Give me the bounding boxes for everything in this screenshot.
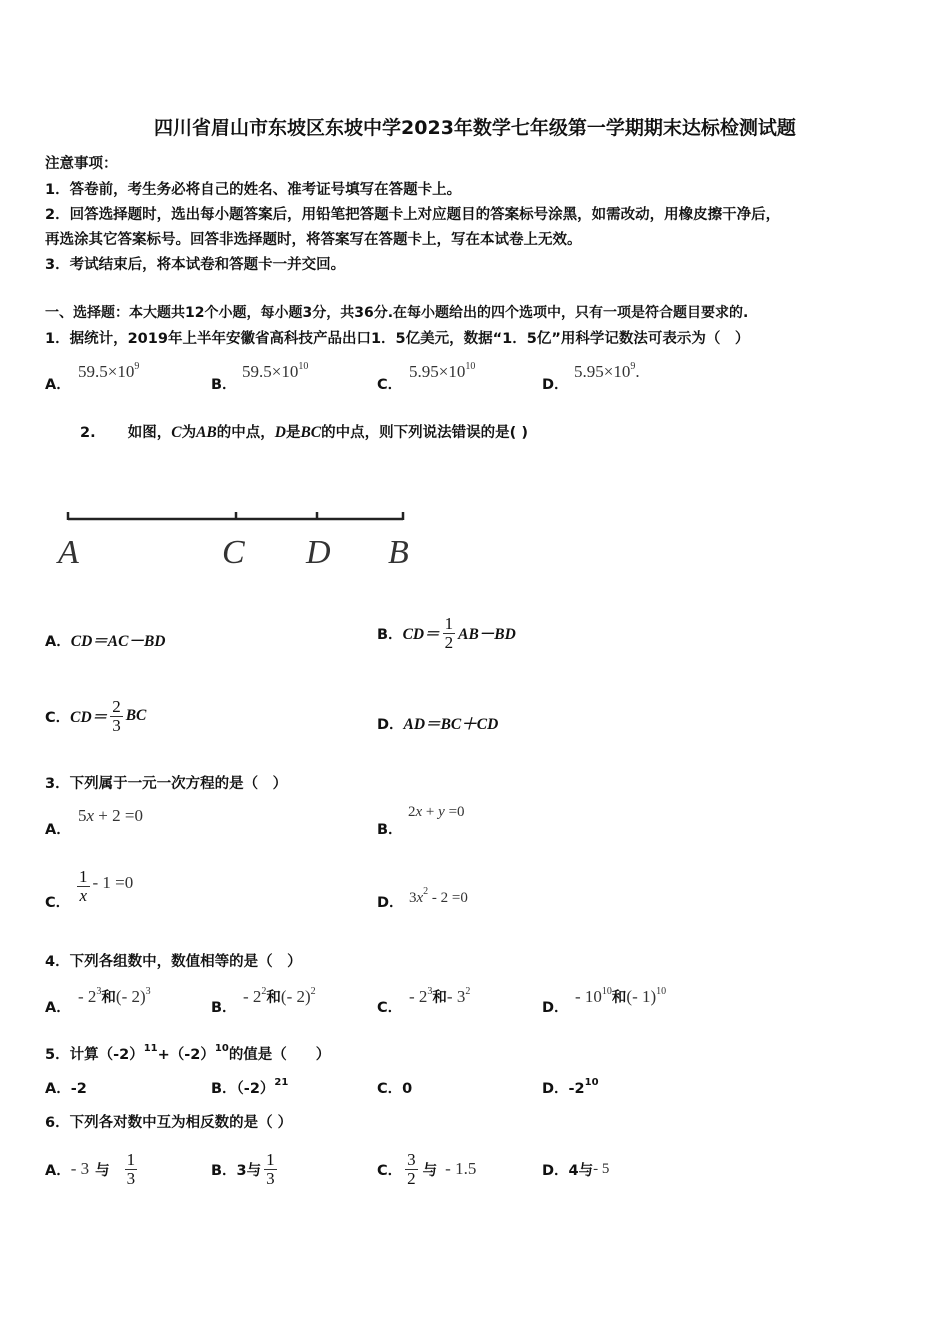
q4-b-expr <box>243 986 316 1007</box>
q5-option-c: C．0 <box>377 1081 413 1097</box>
q4-d-and: 和 <box>611 990 627 1006</box>
q3-d-rest: - 2 =0 <box>428 890 468 906</box>
q3-c-num: 1 <box>79 866 88 886</box>
q3-b-coef: 2 <box>408 804 416 820</box>
q1-c-exp: 10 <box>465 361 476 372</box>
q1-d-label: D． <box>542 377 569 393</box>
q2-option-d <box>377 712 498 734</box>
q2-text-5: 的中点，则下列说法错误的是( ) <box>321 425 528 441</box>
q6-option-d <box>542 1144 609 1194</box>
q5-stem-c: 的值是（ ） <box>228 1047 331 1063</box>
q6-option-b <box>211 1144 280 1194</box>
q2-c-num: 2 <box>112 696 121 716</box>
q3-b-label: B． <box>377 822 403 838</box>
q3-d-exp: 2 <box>423 886 429 897</box>
q4-d-expr <box>575 986 666 1007</box>
q4-d2-exp: 10 <box>656 986 667 997</box>
point-label-b: B <box>388 534 409 571</box>
page-title: 四川省眉山市东坡区东坡中学2023年数学七年级第一学期期末达标检测试题 <box>154 117 796 139</box>
q2-d-label: D． <box>377 717 404 733</box>
q4-d2-base: (- 1) <box>626 987 657 1006</box>
q6-c-val: - 1.5 <box>445 1159 477 1178</box>
q2-option-b <box>377 603 516 663</box>
q3-d-expr <box>409 886 468 907</box>
q1-c-base: 5.95×10 <box>409 362 466 381</box>
q1-a-base: 59.5×10 <box>78 362 135 381</box>
q3-c-rhs: - 1 =0 <box>92 873 134 892</box>
q1-b-expr <box>242 362 308 382</box>
q1-d-tail: . <box>635 362 640 381</box>
q2-segment-figure <box>50 505 430 580</box>
q3-b-var-y: y <box>438 804 445 820</box>
q4-b1-base: - 2 <box>243 987 262 1006</box>
q6-d-label: D．4与 <box>542 1162 594 1179</box>
q2-d-expr: AD＝BC＋CD <box>403 716 499 733</box>
q2-text-4: 是 <box>285 425 301 441</box>
q3-a-label: A． <box>45 822 71 838</box>
point-label-d: D <box>306 534 331 571</box>
q4-c1-base: - 2 <box>409 987 428 1006</box>
q3-c-fraction <box>77 868 90 905</box>
q4-d1-exp: 10 <box>601 986 612 997</box>
q6-b-den: 3 <box>266 1168 275 1188</box>
q4-d-label: D． <box>542 1000 569 1016</box>
q5-d-text: D．-2 <box>542 1081 585 1097</box>
q3-stem: 3．下列属于一元一次方程的是（ ） <box>45 776 288 792</box>
q2-b-num: 1 <box>444 613 454 633</box>
q2-c-lhs: CD＝ <box>70 709 108 726</box>
q2-b-fraction <box>443 615 456 652</box>
q2-num: 2. <box>80 425 96 441</box>
q2-text-3: 的中点， <box>216 425 275 441</box>
q5-exp-2: 10 <box>214 1043 229 1054</box>
q3-a-expr <box>78 806 143 826</box>
q2-b-den: 2 <box>444 632 454 652</box>
q2-stem <box>80 421 528 442</box>
q4-stem: 4．下列各组数中，数值相等的是（ ） <box>45 954 302 970</box>
q6-a-label: A． <box>45 1162 71 1179</box>
q4-c-expr <box>409 986 470 1007</box>
q3-a-rest: + 2 =0 <box>94 806 143 825</box>
q4-a1-base: - 2 <box>78 987 97 1006</box>
q3-c-den: x <box>79 885 88 905</box>
q5-d-exp: 10 <box>584 1077 599 1088</box>
note-item-1: 1．答卷前，考生务必将自己的姓名、准考证号填写在答题卡上。 <box>45 182 462 198</box>
q1-c-expr <box>409 362 475 382</box>
q3-b-plus: + <box>422 804 439 820</box>
q3-d-var: x <box>416 890 424 906</box>
q6-c-num: 3 <box>407 1149 416 1169</box>
q1-b-label: B． <box>211 377 237 393</box>
q4-a2-exp: 3 <box>145 986 151 997</box>
q4-b1-exp: 2 <box>261 986 267 997</box>
q3-a-var: x <box>86 806 95 825</box>
q3-d-coef: 3 <box>409 890 417 906</box>
q1-a-exp: 9 <box>134 361 140 372</box>
q1-option-d <box>542 373 569 394</box>
q2-var-c: C <box>171 424 182 441</box>
q4-d1-base: - 10 <box>575 987 602 1006</box>
q1-option-b <box>211 373 237 394</box>
q2-b-label: B． <box>377 626 403 643</box>
q1-b-base: 59.5×10 <box>242 362 299 381</box>
note-item-2a: 2．回答选择题时，选出每小题答案后，用铅笔把答题卡上对应题目的答案标号涂黑，如需改动，用橡皮擦干净后， <box>45 207 781 223</box>
q4-b2-base: (- 2) <box>280 987 311 1006</box>
q2-text-2: 为 <box>181 425 197 441</box>
q5-option-a: A．-2 <box>45 1081 87 1097</box>
q1-b-exp: 10 <box>298 361 309 372</box>
q5-stem <box>45 1043 330 1064</box>
note-item-2b: 再选涂其它答案标号。回答非选择题时，将答案写在答题卡上，写在本试卷上无效。 <box>45 232 582 248</box>
q3-c-label: C． <box>45 895 71 911</box>
q6-a-den: 3 <box>126 1168 136 1188</box>
q2-c-fraction <box>110 698 123 735</box>
q5-stem-a: 5．计算（-2） <box>45 1047 144 1063</box>
q6-a-fraction <box>125 1151 138 1188</box>
q2-option-c <box>45 686 146 746</box>
q2-b-lhs: CD＝ <box>402 626 440 643</box>
point-label-c: C <box>222 534 245 571</box>
notes-heading: 注意事项： <box>45 156 118 172</box>
q4-c1-exp: 3 <box>427 986 433 997</box>
q3-c-expr <box>74 864 133 908</box>
q3-b-rest: =0 <box>444 804 465 820</box>
q6-a-num: 1 <box>126 1149 136 1169</box>
q6-c-den: 2 <box>407 1168 416 1188</box>
q2-a-expr: CD＝AC－BD <box>70 633 166 650</box>
q4-a2-base: (- 2) <box>115 987 146 1006</box>
q6-d-val: - 5 <box>593 1160 610 1177</box>
q2-b-rhs: AB－BD <box>458 626 516 643</box>
q2-var-ab: AB <box>196 424 217 441</box>
q6-b-label: B．3与 <box>211 1162 262 1179</box>
q1-option-c <box>377 373 402 394</box>
point-label-a: A <box>58 534 79 571</box>
q3-b-var-x: x <box>415 804 423 820</box>
q3-b-expr <box>408 804 465 821</box>
q6-c-fraction <box>405 1151 418 1188</box>
q3-d-label: D． <box>377 895 404 911</box>
q4-a-and: 和 <box>101 990 116 1006</box>
q2-text-1: 如图， <box>127 425 172 441</box>
q1-c-label: C． <box>377 377 403 393</box>
q4-c-and: 和 <box>432 990 447 1006</box>
q5-option-b <box>211 1077 288 1098</box>
q6-a-and: 与 <box>95 1162 110 1179</box>
q5-b-text: B．（-2） <box>211 1081 275 1097</box>
q4-c2-base: - 3 <box>446 987 466 1006</box>
q6-b-num: 1 <box>266 1149 275 1169</box>
q1-d-expr <box>574 362 640 382</box>
section-heading: 一、选择题：本大题共12个小题，每小题3分，共36分.在每小题给出的四个选项中，只有一项是符合题目要求的. <box>45 305 749 321</box>
q2-c-rhs: BC <box>125 707 147 724</box>
q6-b-fraction <box>264 1151 277 1188</box>
q4-c-label: C． <box>377 1000 403 1016</box>
q5-b-exp: 21 <box>274 1077 289 1088</box>
q4-a-expr <box>78 986 151 1007</box>
q1-stem: 1．据统计，2019年上半年安徽省高科技产品出口1．5亿美元，数据“1．5亿”用科学记数法可表示为（ ） <box>45 331 750 347</box>
q2-var-bc: BC <box>300 424 322 441</box>
q2-var-d: D <box>274 424 286 441</box>
q4-c2-exp: 2 <box>465 986 471 997</box>
q1-a-expr <box>78 362 139 382</box>
q6-stem: 6．下列各对数中互为相反数的是（ ） <box>45 1115 293 1131</box>
q1-option-a <box>45 373 71 394</box>
q3-a-coef: 5 <box>78 806 87 825</box>
q6-option-a <box>45 1144 140 1194</box>
q4-b2-exp: 2 <box>310 986 316 997</box>
q6-c-and: 与 <box>422 1162 438 1179</box>
q4-a-label: A． <box>45 1000 71 1016</box>
q4-a1-exp: 3 <box>96 986 102 997</box>
q6-a-val: - 3 <box>70 1159 90 1178</box>
q5-option-d <box>542 1077 599 1098</box>
q4-b-label: B． <box>211 1000 237 1016</box>
q4-b-and: 和 <box>266 990 281 1006</box>
q1-d-base: 5.95×10 <box>574 362 631 381</box>
q6-option-c <box>377 1144 476 1194</box>
q2-a-label: A． <box>45 634 71 650</box>
q2-c-den: 3 <box>112 715 121 735</box>
q5-exp-1: 11 <box>143 1043 158 1054</box>
q1-d-exp: 9 <box>630 361 636 372</box>
q2-c-label: C． <box>45 709 71 726</box>
q1-a-label: A． <box>45 377 71 393</box>
q2-option-a <box>45 629 165 651</box>
q5-stem-b: +（-2） <box>157 1047 215 1063</box>
q6-c-label: C． <box>377 1162 403 1179</box>
note-item-3: 3．考试结束后，将本试卷和答题卡一并交回。 <box>45 257 346 273</box>
